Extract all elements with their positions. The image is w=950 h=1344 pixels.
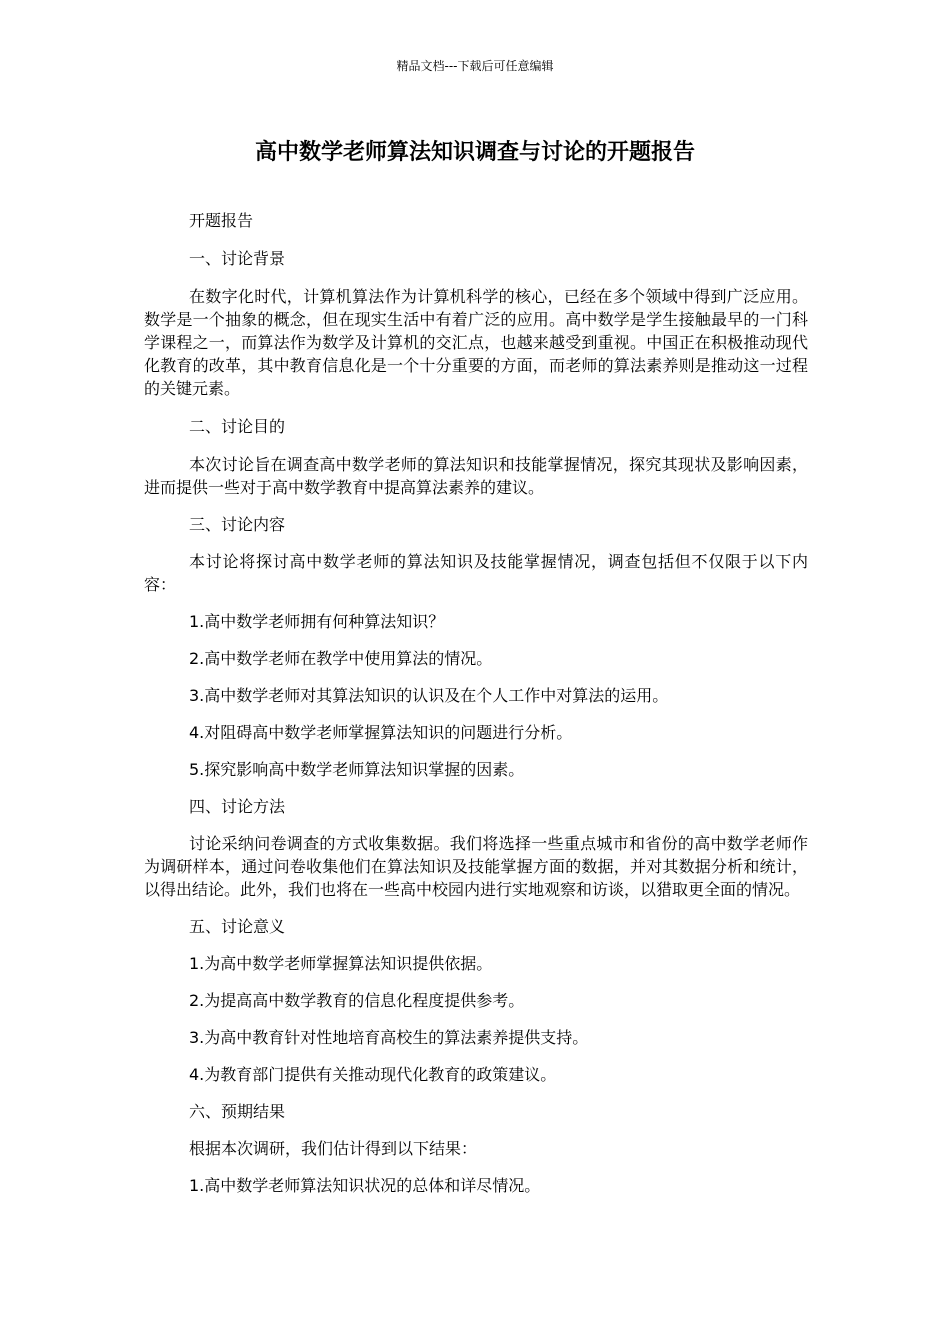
- list-item: 4.对阻碍高中数学老师掌握算法知识的问题进行分析。: [189, 723, 573, 742]
- list-item: 4.为教育部门提供有关推动现代化教育的政策建议。: [189, 1065, 557, 1084]
- paragraph-method: 讨论采纳问卷调查的方式收集数据。我们将选择一些重点城市和省份的高中数学老师作为调研样本，通过问卷收集他们在算法知识及技能掌握方面的数据，并对其数据分析和统计，以得出结论。此外，我们也将在一些高中校园内进行实地观察和访谈，以猎取更全面的情况。: [144, 834, 808, 899]
- section-heading-background: 一、讨论背景: [189, 249, 286, 268]
- section-heading-significance: 五、讨论意义: [189, 917, 286, 936]
- paragraph-content: 本讨论将探讨高中数学老师的算法知识及技能掌握情况，调查包括但不仅限于以下内容：: [144, 552, 808, 594]
- list-item: 2.为提高高中数学教育的信息化程度提供参考。: [189, 991, 525, 1010]
- section-heading-purpose: 二、讨论目的: [189, 417, 286, 436]
- document-title: 高中数学老师算法知识调查与讨论的开题报告: [254, 140, 695, 165]
- section-heading-content: 三、讨论内容: [189, 515, 286, 534]
- list-item: 5.探究影响高中数学老师算法知识掌握的因素。: [189, 760, 525, 779]
- list-item: 1.高中数学老师算法知识状况的总体和详尽情况。: [189, 1176, 541, 1195]
- section-heading-expected-results: 六、预期结果: [189, 1102, 286, 1121]
- section-heading-method: 四、讨论方法: [189, 797, 286, 816]
- paragraph-expected-results: 根据本次调研，我们估计得到以下结果：: [189, 1139, 478, 1158]
- list-item: 3.高中数学老师对其算法知识的认识及在个人工作中对算法的运用。: [189, 686, 669, 705]
- list-item: 1.为高中数学老师掌握算法知识提供依据。: [189, 954, 493, 973]
- document-body: [144, 209, 808, 1197]
- paragraph-background: 在数字化时代，计算机算法作为计算机科学的核心，已经在多个领域中得到广泛应用。数学是一个抽象的概念，但在现实生活中有着广泛的应用。高中数学是学生接触最早的一门科学课程之一，而算法作为数学及计算机的交汇点，也越来越受到重视。中国正在积极推动现代化教育的改革，其中教育信息化是一个十分重要的方面，而老师的算法素养则是推动这一过程的关键元素。: [144, 287, 808, 398]
- list-item: 3.为高中教育针对性地培育高校生的算法素养提供支持。: [189, 1028, 589, 1047]
- list-item: 1.高中数学老师拥有何种算法知识？: [189, 612, 445, 631]
- report-label: 开题报告: [189, 211, 254, 230]
- header-note: 精品文档---下载后可任意编辑: [396, 59, 554, 73]
- list-item: 2.高中数学老师在教学中使用算法的情况。: [189, 649, 493, 668]
- paragraph-purpose: 本次讨论旨在调查高中数学老师的算法知识和技能掌握情况，探究其现状及影响因素，进而提供一些对于高中数学教育中提高算法素养的建议。: [144, 455, 808, 497]
